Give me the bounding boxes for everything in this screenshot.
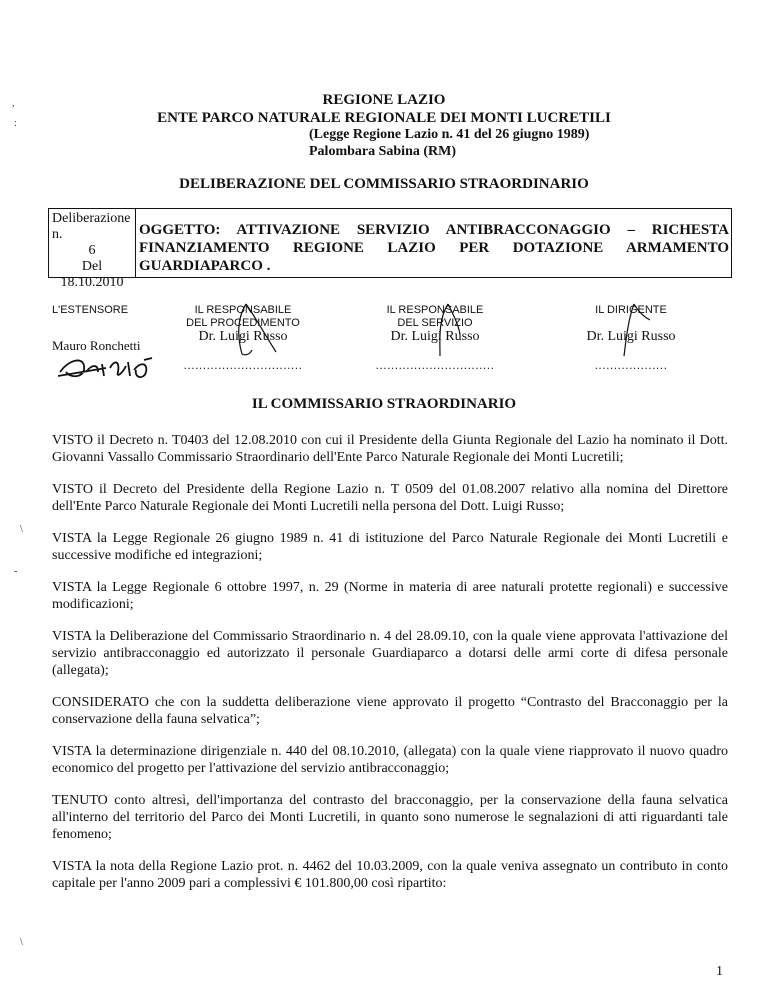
deliberation-date: 18.10.2010 <box>60 275 124 290</box>
signature-role: IL RESPONSABILE <box>194 304 292 316</box>
subject-line: FINANZIAMENTO REGIONE LAZIO PER DOTAZIONE ARMAMENTO <box>139 240 729 256</box>
paragraph: VISTA la determinazione dirigenziale n. 440 del 08.10.2010, (allegata) con la quale viene riapprovato il nuovo quadro economico del progetto per l'attivazione del servizio antibracconaggio; <box>52 744 728 776</box>
signature-block-responsabile-procedimento <box>168 304 318 372</box>
paragraph: VISTA la nota della Regione Lazio prot. n. 4462 del 10.03.2009, con la quale veniva assegnato un contributo in conto capitale per l'anno 2009 pari a complessivi € 101.800,00 così ripartito: <box>52 859 728 891</box>
scan-mark: \ <box>20 524 23 535</box>
scan-mark: - <box>14 566 18 577</box>
deliberation-label: Deliberazione n. <box>52 211 131 242</box>
paragraph: VISTO il Decreto del Presidente della Regione Lazio n. T 0509 del 01.08.2007 relativo alla nomina del Direttore dell'Ente Parco Naturale Regionale dei Monti Lucretili nella persona del Dott. Luigi Russo; <box>52 482 728 514</box>
header-region: REGIONE LAZIO <box>322 92 446 108</box>
paragraph: CONSIDERATO che con la suddetta deliberazione viene approvato il progetto “Contrasto del Bracconaggio per la conservazione della fauna selvatica”; <box>52 695 728 727</box>
deliberation-number: 6 <box>88 243 96 258</box>
signature-dots: ................... <box>594 358 668 372</box>
subject-cell <box>136 209 731 277</box>
paragraph: VISTO il Decreto n. T0403 del 12.08.2010 con cui il Presidente della Giunta Regionale del Lazio ha nominato il Dott. Giovanni Vassallo Commissario Straordinario dell'Ente Parco Naturale Regionale dei Monti Lucretili; <box>52 433 728 465</box>
scan-mark: : <box>14 118 17 129</box>
signature-block-estensore <box>52 304 140 352</box>
page-number: 1 <box>716 964 723 979</box>
signature-role: DEL PROCEDIMENTO <box>186 317 300 329</box>
signature-name: Dr. Luigi Russo <box>586 329 676 344</box>
commissioner-title: IL COMMISSARIO STRAORDINARIO <box>251 396 517 412</box>
deliberation-del: Del <box>81 259 103 274</box>
signature-role: DEL SERVIZIO <box>397 317 473 329</box>
signature-dots: ............................... <box>183 358 303 372</box>
signature-block-dirigente <box>556 304 706 372</box>
signature-role: IL DIRIGENTE <box>595 304 667 316</box>
scan-mark: , <box>12 98 15 109</box>
subject-line: GUARDIAPARCO . <box>139 258 271 274</box>
signature-name: Mauro Ronchetti <box>52 338 141 353</box>
header-law: (Legge Regione Lazio n. 41 del 26 giugno 1989) <box>309 127 590 142</box>
handwritten-signature <box>56 354 161 384</box>
signature-name: Dr. Luigi Russo <box>390 329 480 344</box>
document-body <box>52 432 728 907</box>
paragraph: VISTA la Legge Regionale 6 ottobre 1997, n. 29 (Norme in materia di aree naturali protette regionali) e successive modificazioni; <box>52 580 728 612</box>
paragraph: TENUTO conto altresì, dell'importanza del contrasto del bracconaggio, per la conservazione della fauna selvatica all'interno del territorio del Parco dei Monti Lucretili, in quanto sono numerose le segnalazioni di atti riguardanti tale fenomeno; <box>52 793 728 842</box>
signature-role: IL RESPONSABILE <box>386 304 484 316</box>
signature-block-responsabile-servizio <box>360 304 510 372</box>
paragraph: VISTA la Deliberazione del Commissario Straordinario n. 4 del 28.09.10, con la quale viene approvata l'attivazione del servizio antibracconaggio ed autorizzato il personale Guardiaparco a dotarsi delle armi corte di difesa personale (allegata); <box>52 629 728 678</box>
header-location: Palombara Sabina (RM) <box>309 144 456 159</box>
deliberation-number-cell <box>49 209 136 290</box>
scan-mark: \ <box>20 937 23 948</box>
signature-name: Dr. Luigi Russo <box>198 329 288 344</box>
handwritten-signature <box>216 300 296 360</box>
deliberation-box <box>48 208 732 290</box>
paragraph: VISTA la Legge Regionale 26 giugno 1989 n. 41 di istituzione del Parco Naturale Regionale dei Monti Lucretili e successive modifiche ed integrazioni; <box>52 531 728 563</box>
handwritten-signature <box>410 300 490 360</box>
signature-dots: ............................... <box>375 358 495 372</box>
subject-line: OGGETTO: ATTIVAZIONE SERVIZIO ANTIBRACCONAGGIO – RICHESTA <box>139 222 729 238</box>
signature-role: L'ESTENSORE <box>52 304 129 316</box>
deliberation-title: DELIBERAZIONE DEL COMMISSARIO STRAORDINARIO <box>179 176 589 192</box>
header-park-name: ENTE PARCO NATURALE REGIONALE DEI MONTI LUCRETILI <box>157 110 611 126</box>
handwritten-signature <box>606 300 666 360</box>
